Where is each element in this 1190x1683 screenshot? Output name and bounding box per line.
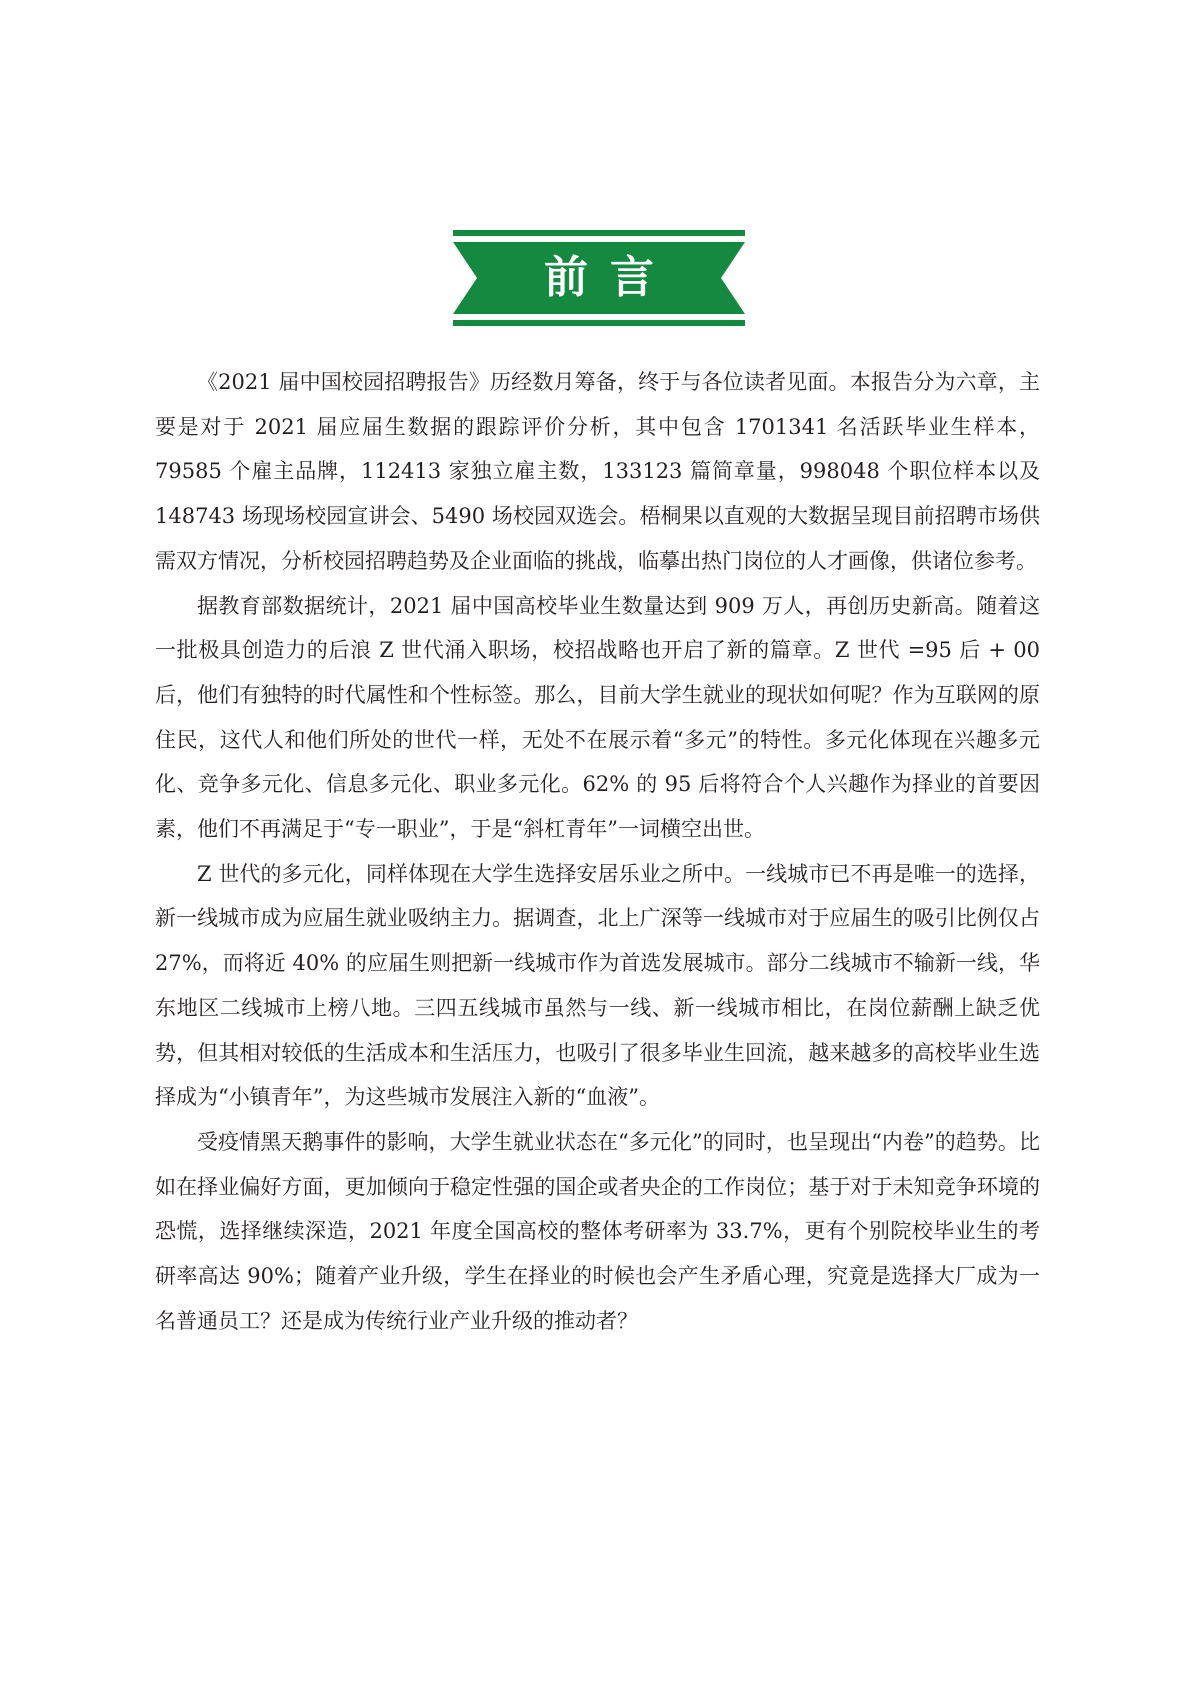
section-banner — [453, 230, 745, 326]
page-title: 前言 — [544, 252, 676, 303]
paragraph-2: 据教育部数据统计，2021 届中国高校毕业生数量达到 909 万人，再创历史新高。随着这一批极具创造力的后浪 Z 世代涌入职场，校招战略也开启了新的篇章。Z 世代 =95 后 + 00 后，他们有独特的时代属性和个性标签。那么，目前大学生就业的现状如何呢？作为互联网的原住民，这代人和他们所处的世代一样，无处不在展示着“多元”的特性。多元化体现在兴趣多元化、竞争多元化、信息多元化、职业多元化。62% 的 95 后将符合个人兴趣作为择业的首要因素，他们不再满足于“专一职业”，于是“斜杠青年”一词横空出世。 — [155, 593, 1040, 842]
paragraph-4: 受疫情黑天鹅事件的影响，大学生就业状态在“多元化”的同时，也呈现出“内卷”的趋势。比如在择业偏好方面，更加倾向于稳定性强的国企或者央企的工作岗位；基于对于未知竞争环境的恐慌，选择继续深造，2021 年度全国高校的整体考研率为 33.7%，更有个别院校毕业生的考研率高达 90%；随着产业升级，学生在择业的时候也会产生矛盾心理，究竟是选择大厂成为一名普通员工？还是成为传统行业产业升级的推动者？ — [155, 1129, 1040, 1333]
paragraph-1: 《2021 届中国校园招聘报告》历经数月筹备，终于与各位读者见面。本报告分为六章，主要是对于 2021 届应届生数据的跟踪评价分析，其中包含 1701341 名活跃毕业生样本，79585 个雇主品牌，112413 家独立雇主数，133123 篇简章量，998048 个职位样本以及 148743 场现场校园宣讲会、5490 场校园双选会。梧桐果以直观的大数据呈现目前招聘市场供需双方情况，分析校园招聘趋势及企业面临的挑战，临摹出热门岗位的人才画像，供诸位参考。 — [155, 370, 1040, 573]
preface-body — [155, 360, 1040, 1343]
paragraph-3: Z 世代的多元化，同样体现在大学生选择安居乐业之所中。一线城市已不再是唯一的选择，新一线城市成为应届生就业吸纳主力。据调查，北上广深等一线城市对于应届生的吸引比例仅占 27%，而将近 40% 的应届生则把新一线城市作为首选发展城市。部分二线城市不输新一线，华东地区二线城市上榜八地。三四五线城市虽然与一线、新一线城市相比，在岗位薪酬上缺乏优势，但其相对较低的生活成本和生活压力，也吸引了很多毕业生回流，越来越多的高校毕业生选择成为“小镇青年”，为这些城市发展注入新的“血液”。 — [155, 861, 1040, 1110]
